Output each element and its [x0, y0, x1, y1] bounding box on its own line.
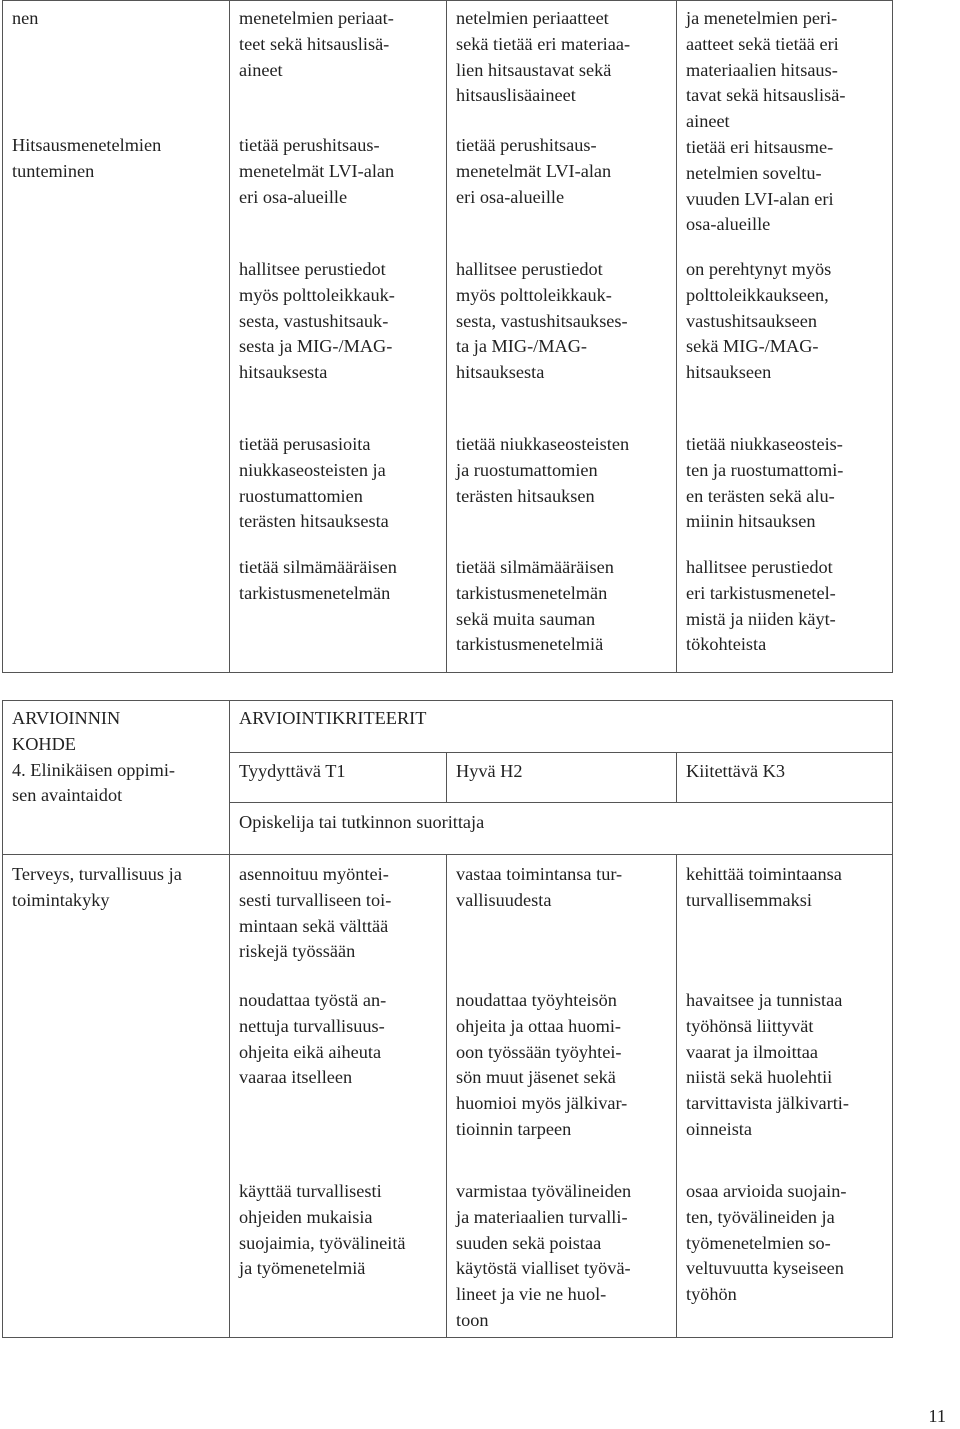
table-cell-h2-row2: noudattaa työyhteisön ohjeita ja ottaa huomi- oon työssään työyhtei- sön muut jäsenet sekä huomioi myös jälkivar- tioinnin tarpeen: [456, 990, 628, 1139]
table-border: [892, 700, 893, 1338]
table-cell-t1-r1: menetelmien periaat- teet sekä hitsauslisä- aineet: [239, 8, 394, 80]
table-cell-k3-row3: osaa arvioida suojain- ten, työvälineiden ja työmenetelmien so- veltuvuutta kyseiseen työhön: [686, 1181, 847, 1305]
table-cell-k3-r5: hallitsee perustiedot eri tarkistusmenetel- mistä ja niiden käyt- tökohteista: [686, 557, 836, 655]
table-cell-h2-r1: netelmien periaatteet sekä tietää eri materiaa- lien hitsaustavat sekä hitsauslisäaineet: [456, 8, 631, 106]
table-cell-t1-row1: asennoituu myöntei- sesti turvalliseen toi- mintaan sekä välttää riskejä työssään: [239, 864, 392, 962]
page-number: 11: [928, 1406, 946, 1426]
table-border: [229, 802, 893, 803]
table-cell-h2-r2: tietää perushitsaus- menetelmät LVI-alan eri osa-alueille: [456, 135, 612, 207]
table-cell-t1-r4: tietää perusasioita niukkaseosteisten ja ruostumattomien terästen hitsauksesta: [239, 434, 389, 532]
table-cell-h2-r4: tietää niukkaseosteisten ja ruostumattomien terästen hitsauksen: [456, 434, 630, 506]
table-cell-h2-r5: tietää silmämääräisen tarkistusmenetelmän sekä muita sauman tarkistusmenetelmiä: [456, 557, 614, 655]
table-border: [892, 0, 893, 673]
table-header-kriteerit: ARVIOINTIKRITEERIT: [239, 708, 427, 728]
table-cell-k3-r1: ja menetelmien peri- aatteet sekä tietää eri materiaalien hitsaus- tavat sekä hitsauslisä- aineet tietää eri hitsausme- netelmien soveltu- vuuden LVI-alan eri osa-alueille: [686, 8, 846, 235]
table-border: [2, 854, 893, 855]
table-cell-k3-row2: havaitsee ja tunnistaa työhönsä liittyvät vaarat ja ilmoittaa niistä sekä huolehtii tarvittavista jälkivarti- oinneista: [686, 990, 849, 1139]
table-header-t1: Tyydyttävä T1: [239, 761, 346, 781]
table-border: [2, 1337, 893, 1338]
table-cell-section-title: Hitsausmenetelmien tunteminen: [12, 135, 162, 181]
table-border: [2, 0, 3, 673]
table-border: [2, 672, 893, 673]
table-cell-h2-r3: hallitsee perustiedot myös polttoleikkauk- sesta, vastushitsaukses- ta ja MIG-/MAG- hitsauksesta: [456, 259, 628, 383]
table-cell-k3-r4: tietää niukkaseosteis- ten ja ruostumattomi- en terästen sekä alu- miinin hitsauksen: [686, 434, 844, 532]
table-header-k3: Kiitettävä K3: [686, 761, 785, 781]
table-cell-t1-r5: tietää silmämääräisen tarkistusmenetelmän: [239, 557, 397, 603]
table-header-kohde: ARVIOINNIN KOHDE 4. Elinikäisen oppimi- sen avaintaidot: [12, 708, 175, 806]
table-cell-nen: nen: [12, 8, 39, 28]
table-cell-t1-r3: hallitsee perustiedot myös polttoleikkauk- sesta, vastushitsauk- sesta ja MIG-/MAG- hitsauksesta: [239, 259, 395, 383]
table-cell-h2-row1: vastaa toimintansa tur- vallisuudesta: [456, 864, 623, 910]
table-cell-t1-row2: noudattaa työstä an- nettuja turvallisuus- ohjeita eikä aiheuta vaaraa itselleen: [239, 990, 387, 1088]
table-cell-t1-row3: käyttää turvallisesti ohjeiden mukaisia suojaimia, työvälineitä ja työmenetelmiä: [239, 1181, 406, 1279]
table-header-h2: Hyvä H2: [456, 761, 523, 781]
table-cell-k3-r3: on perehtynyt myös polttoleikkaukseen, vastushitsaukseen sekä MIG-/MAG- hitsaukseen: [686, 259, 832, 383]
table-cell-h2-row3: varmistaa työvälineiden ja materiaalien turvalli- suuden sekä poistaa käytöstä vialliset työvä- lineet ja vie ne huol- toon: [456, 1181, 632, 1330]
table-cell-k3-row1: kehittää toimintaansa turvallisemmaksi: [686, 864, 842, 910]
table-header-subject: Opiskelija tai tutkinnon suorittaja: [239, 812, 485, 832]
table-cell-t1-r2: tietää perushitsaus- menetelmät LVI-alan eri osa-alueille: [239, 135, 395, 207]
table-cell-section-title: Terveys, turvallisuus ja toimintakyky: [12, 864, 182, 910]
